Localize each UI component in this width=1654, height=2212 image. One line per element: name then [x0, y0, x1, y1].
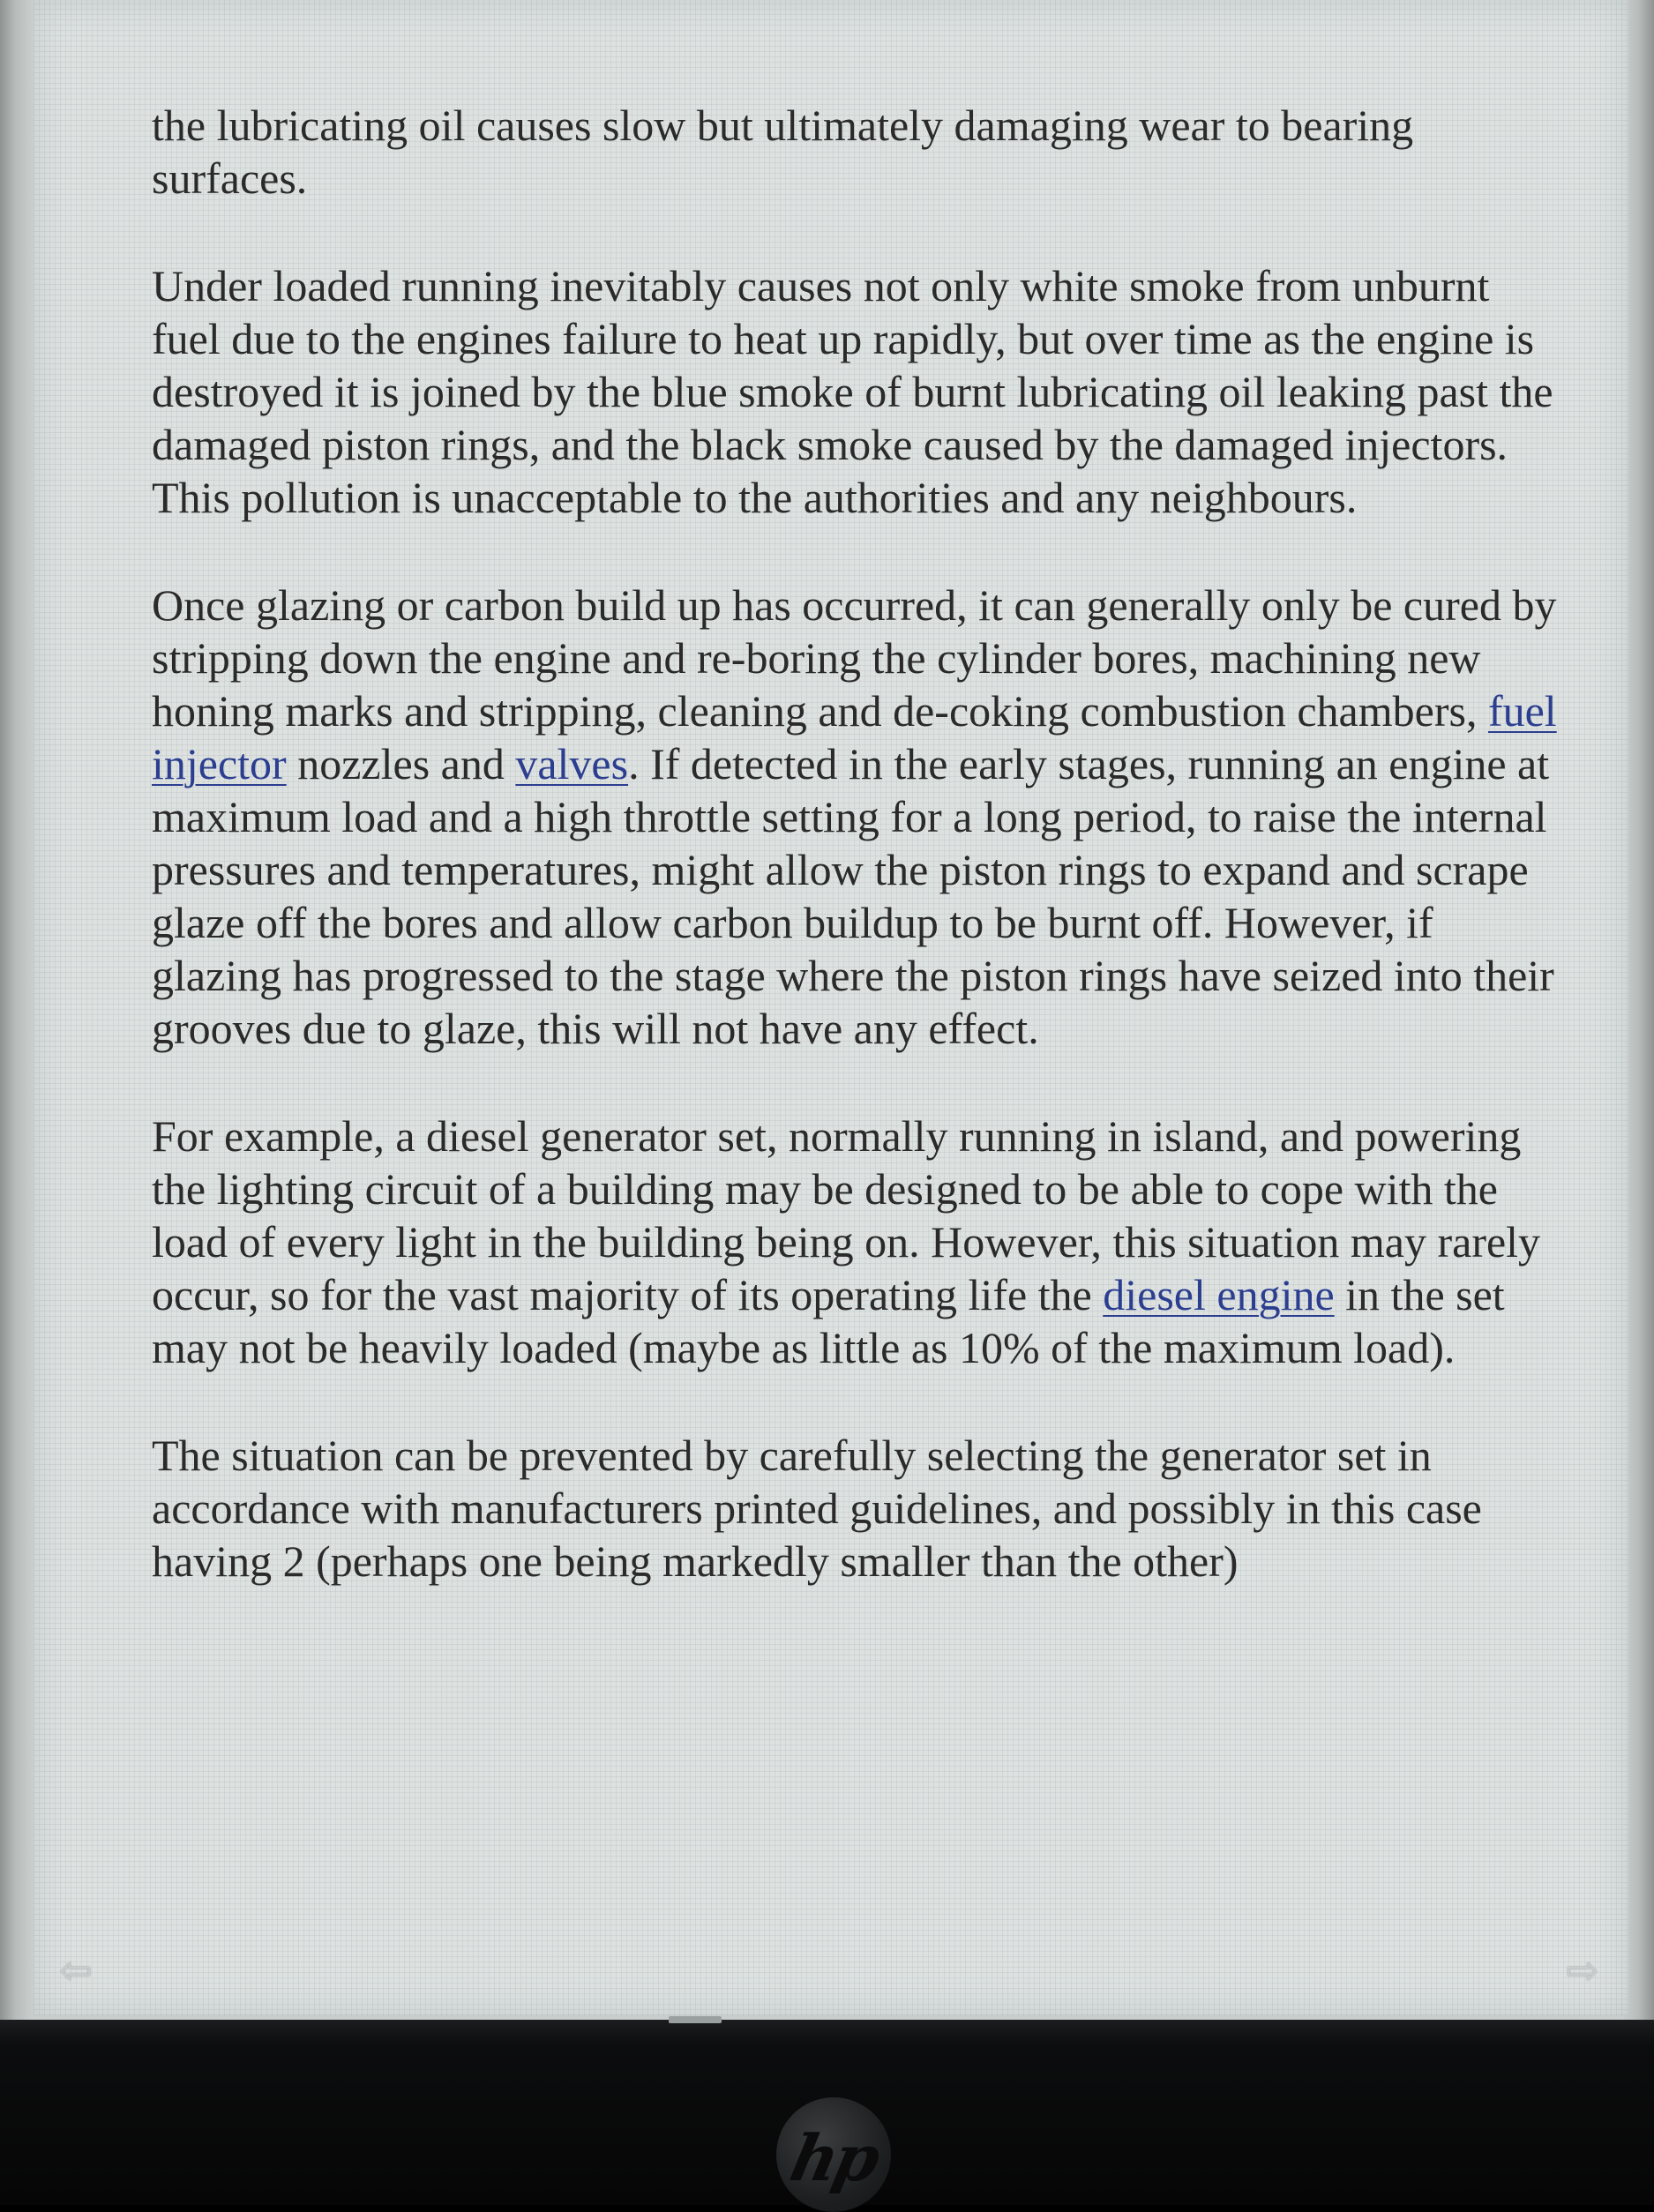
paragraph-text: the lubricating oil causes slow but ultimately damaging wear to bearing surfaces. — [152, 101, 1414, 203]
hp-logo-text: hp — [783, 2119, 884, 2195]
paragraph-text: For example, a diesel generator set, normally running in island, and powering the lighting circuit of a building may be designed to be able to cope with the load of every light in the building being on. However, this situation may rarely occur, so for the vast majority of its operating life the — [152, 1111, 1541, 1319]
document-page — [34, 0, 1628, 2015]
bezel-indicator — [669, 2016, 722, 2023]
hyperlink[interactable]: diesel engine — [1103, 1270, 1335, 1319]
hyperlink[interactable]: valves — [515, 739, 629, 788]
paragraph — [152, 579, 1563, 1055]
paragraph-text: Once glazing or carbon build up has occurred, it can generally only be cured by stripping down the engine and re-boring the cylinder bores, machining new honing marks and stripping, cleaning and de-coking combustion chambers, — [152, 580, 1557, 736]
paragraph — [152, 1110, 1563, 1374]
paragraph — [152, 99, 1563, 205]
paragraph-text: nozzles and — [286, 739, 516, 788]
paragraph-text: in the set may not be heavily loaded (maybe as little as 10% of the maximum load). — [152, 1270, 1505, 1372]
hp-logo — [776, 2097, 891, 2212]
paragraph — [152, 1429, 1563, 1588]
document-body — [152, 99, 1563, 1642]
arrow-left-icon[interactable]: ⇦ — [59, 1947, 93, 1993]
arrow-right-icon[interactable]: ⇨ — [1566, 1947, 1599, 1993]
paragraph-text: . If detected in the early stages, running an engine at maximum load and a high throttle setting for a long period, to raise the internal pressures and temperatures, might allow the piston rings to expand and scrape glaze off the bores and allow carbon buildup to be burnt off. However, if glazing has progressed to the stage where the piston rings have seized into their grooves due to glaze, this will not have any effect. — [152, 739, 1554, 1053]
paragraph-text: The situation can be prevented by carefully selecting the generator set in accordance with manufacturers printed guidelines, and possibly in this case having 2 (perhaps one being markedly smaller than the other) — [152, 1431, 1482, 1586]
paragraph — [152, 259, 1563, 524]
hyperlink[interactable]: fuel injector — [152, 686, 1557, 788]
paragraph-text: Under loaded running inevitably causes not only white smoke from unburnt fuel due to the engines failure to heat up rapidly, but over time as the engine is destroyed it is joined by the blue smoke of burnt lubricating oil leaking past the damaged piston rings, and the black smoke caused by the damaged injectors. This pollution is unacceptable to the authorities and any neighbours. — [152, 261, 1553, 522]
